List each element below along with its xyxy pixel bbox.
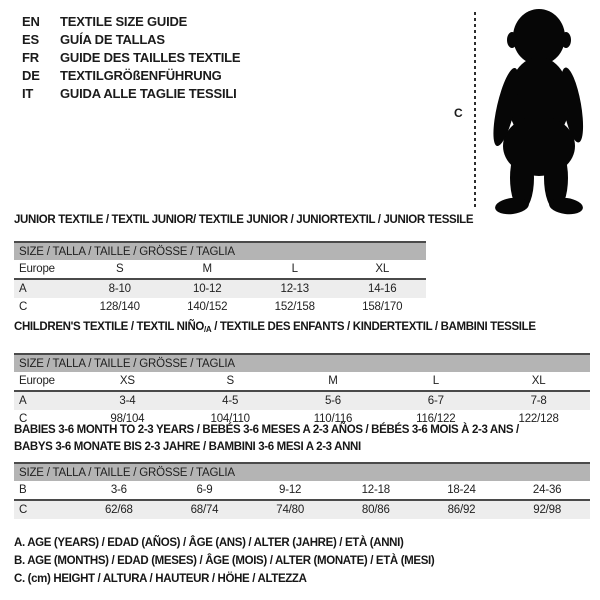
language-row	[22, 67, 240, 85]
table-row	[14, 279, 426, 298]
height-figure	[450, 4, 598, 218]
language-code: FR	[22, 50, 39, 65]
size-value-cell: 10-12	[164, 279, 252, 298]
footnote-line: B. AGE (MONTHS) / EDAD (MESES) / ÂGE (MOIS) / ALTER (MONATE) / ETÀ (MESI)	[14, 555, 435, 567]
size-value-cell: 24-36	[504, 481, 590, 500]
size-value-cell: L	[384, 372, 487, 391]
size-value-cell: 5-6	[282, 391, 385, 410]
size-value-cell: 7-8	[487, 391, 590, 410]
language-row	[22, 85, 240, 103]
size-value-cell: 6-9	[162, 481, 248, 500]
size-header-row	[14, 242, 426, 260]
size-value-cell: 86/92	[419, 500, 505, 519]
language-row	[22, 49, 240, 67]
table-row	[14, 260, 426, 279]
language-code: ES	[22, 32, 39, 47]
language-title: GUIDA ALLE TAGLIE TESSILI	[60, 86, 237, 101]
size-value-cell: 62/68	[76, 500, 162, 519]
height-label-c: C	[454, 106, 463, 120]
size-value-cell: 4-5	[179, 391, 282, 410]
footnote-line: A. AGE (YEARS) / EDAD (AÑOS) / ÂGE (ANS) / ALTER (JAHRE) / ETÀ (ANNI)	[14, 537, 404, 549]
size-value-cell: 74/80	[247, 500, 333, 519]
size-value-cell: XS	[76, 372, 179, 391]
size-value-cell: 12-18	[333, 481, 419, 500]
size-header-row	[14, 463, 590, 481]
size-value-cell: 80/86	[333, 500, 419, 519]
table-row	[14, 298, 426, 316]
language-title: GUÍA DE TALLAS	[60, 32, 165, 47]
language-title: TEXTILE SIZE GUIDE	[60, 14, 188, 29]
babies-textile-section	[14, 422, 590, 519]
table-row	[14, 481, 590, 500]
size-value-cell: 122/128	[487, 410, 590, 428]
size-value-cell: S	[179, 372, 282, 391]
size-value-cell: 9-12	[247, 481, 333, 500]
size-header-cell: SIZE / TALLA / TAILLE / GRÖSSE / TAGLIA	[14, 354, 590, 372]
size-table	[14, 241, 426, 316]
size-value-cell: 116/122	[384, 410, 487, 428]
section-heading: BABIES 3-6 MONTH TO 2-3 YEARS / BEBÉS 3-6 MESES A 2-3 AÑOS / BÉBÉS 3-6 MOIS À 2-3 ANS /	[14, 424, 519, 436]
size-value-cell: 18-24	[419, 481, 505, 500]
row-label-cell: B	[14, 481, 76, 500]
size-value-cell: 68/74	[162, 500, 248, 519]
section-heading: JUNIOR TEXTILE / TEXTIL JUNIOR/ TEXTILE JUNIOR / JUNIORTEXTIL / JUNIOR TESSILE	[14, 214, 474, 226]
row-label-cell: C	[14, 298, 76, 316]
size-value-cell: XL	[487, 372, 590, 391]
size-value-cell: S	[76, 260, 164, 279]
section-heading: CHILDREN'S TEXTILE / TEXTIL NIÑO/A / TEXTILE DES ENFANTS / KINDERTEXTIL / BAMBINI TESSILE	[14, 321, 536, 334]
footnote-line: C. (cm) HEIGHT / ALTURA / HAUTEUR / HÖHE / ALTEZZA	[14, 573, 307, 585]
size-value-cell: 152/158	[251, 298, 339, 316]
size-value-cell: 6-7	[384, 391, 487, 410]
footnote-list	[14, 534, 434, 588]
size-table	[14, 462, 590, 519]
size-header-row	[14, 354, 590, 372]
language-row	[22, 13, 240, 31]
language-code: DE	[22, 68, 40, 83]
size-value-cell: 3-4	[76, 391, 179, 410]
size-value-cell: 110/116	[282, 410, 385, 428]
row-label-cell: Europe	[14, 260, 76, 279]
children-textile-section	[14, 319, 590, 428]
row-label-cell: Europe	[14, 372, 76, 391]
size-header-cell: SIZE / TALLA / TAILLE / GRÖSSE / TAGLIA	[14, 463, 590, 481]
table-row	[14, 391, 590, 410]
size-value-cell: L	[251, 260, 339, 279]
size-value-cell: 3-6	[76, 481, 162, 500]
table-row	[14, 372, 590, 391]
row-label-cell: A	[14, 391, 76, 410]
size-value-cell: 104/110	[179, 410, 282, 428]
junior-textile-section	[14, 212, 474, 316]
size-value-cell: 92/98	[504, 500, 590, 519]
size-value-cell: 12-13	[251, 279, 339, 298]
size-value-cell: M	[164, 260, 252, 279]
size-value-cell: 140/152	[164, 298, 252, 316]
row-label-cell: C	[14, 410, 76, 428]
language-title: TEXTILGRÖßENFÜHRUNG	[60, 68, 222, 83]
size-value-cell: 128/140	[76, 298, 164, 316]
heading-subscript: /A	[204, 325, 212, 334]
size-value-cell: 98/104	[76, 410, 179, 428]
size-header-cell: SIZE / TALLA / TAILLE / GRÖSSE / TAGLIA	[14, 242, 426, 260]
baby-silhouette-icon	[482, 6, 594, 216]
section-heading: BABYS 3-6 MONATE BIS 2-3 JAHRE / BAMBINI 3-6 MESI A 2-3 ANNI	[14, 441, 361, 453]
size-value-cell: M	[282, 372, 385, 391]
language-list	[22, 13, 240, 103]
size-value-cell: 158/170	[339, 298, 427, 316]
size-value-cell: 14-16	[339, 279, 427, 298]
language-code: EN	[22, 14, 40, 29]
language-title: GUIDE DES TAILLES TEXTILE	[60, 50, 241, 65]
row-label-cell: C	[14, 500, 76, 519]
size-value-cell: XL	[339, 260, 427, 279]
language-code: IT	[22, 86, 34, 101]
height-dashed-line	[474, 12, 476, 210]
language-row	[22, 31, 240, 49]
row-label-cell: A	[14, 279, 76, 298]
table-row	[14, 500, 590, 519]
size-value-cell: 8-10	[76, 279, 164, 298]
size-table	[14, 353, 590, 428]
